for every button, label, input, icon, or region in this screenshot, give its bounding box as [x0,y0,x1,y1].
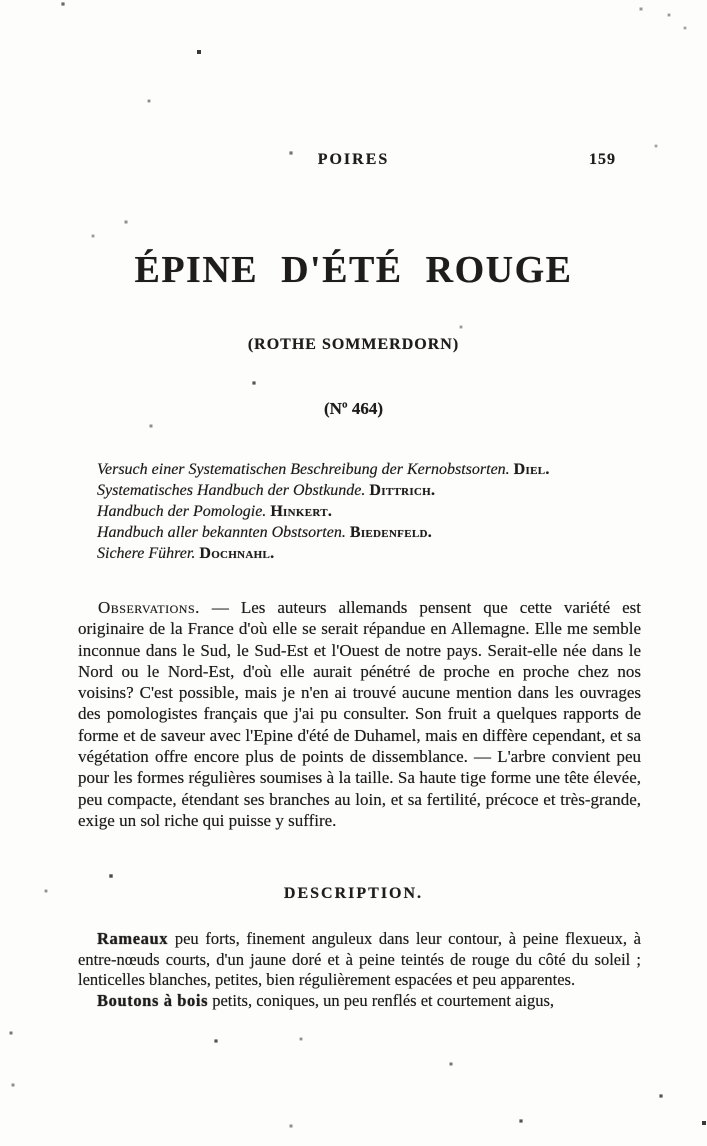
boutons-label: Boutons à bois [97,990,209,1010]
bibliography-author: Dochnahl. [199,545,275,562]
boutons-text: petits, coniques, un peu renflés et courtement aigus, [208,990,555,1010]
bibliography-author: Biedenfeld. [349,524,433,541]
boutons-paragraph [78,991,641,1012]
bibliography-entry [97,522,669,543]
rameaux-paragraph [78,929,641,991]
bibliography-entry [97,459,669,480]
page-number: 159 [589,151,616,168]
bibliography-author: Diel. [513,461,550,478]
bibliography-author: Dittrich. [369,482,436,499]
bibliography-work: Handbuch der Pomologie. [97,503,267,520]
rameaux-text: peu forts, finement anguleux dans leur contour, à peine flexueux, à entre-nœuds courts, d'un jaune doré et à peine teintés de rouge du côté du soleil ; lenticelles blanches, petites, bien régulièrement espacées et peu apparentes. [78,929,641,989]
bibliography-work: Handbuch aller bekannten Obstsorten. [97,524,346,541]
bibliography-entry [97,543,669,564]
running-head [0,151,707,175]
bibliography-entry [97,501,669,522]
observations-text: — Les auteurs allemands pensent que cette variété est originaire de la France d'où elle se serait répandue en Allemagne. Elle me semble inconnue dans le Sud, le Sud-Est et l'Ouest de notre pays. Serait-elle née dans le Nord ou le Nord-Est, d'où elle aurait pénétré de proche en proche chez nos voisins? C'est possible, mais je n'en ai trouvé aucune mention dans les ouvrages des pomologistes français que j'ai pu consulter. Son fruit a quelques rapports de forme et de saveur avec l'Epine d'été de Duhamel, mais en diffère cependant, et sa végétation offre encore plus de points de dissemblance. — L'arbre convient peu pour les formes régulières soumises à la taille. Sa haute tige forme une tête élevée, peu compacte, étendant ses branches au loin, et sa fertilité, précoce et très-grande, exige un sol riche qui puisse y suffire. [78,598,641,830]
description-heading: DESCRIPTION. [283,885,424,902]
bibliography-list [97,459,669,564]
rameaux-label: Rameaux [97,929,169,948]
scan-noise-specks [0,0,2,2]
bibliography-work: Systematisches Handbuch der Obstkunde. [97,482,366,499]
description-section [78,929,641,1011]
observations-label: Observations. [98,598,200,617]
bibliography-work: Versuch einer Systematischen Beschreibung der Kernobstsorten. [97,461,510,478]
german-synonym: (ROTHE SOMMERDORN) [247,336,460,353]
observations-paragraph [78,597,641,831]
variety-title: ÉPINE D'ÉTÉ ROUGE [134,249,573,291]
bibliography-entry [97,480,669,501]
variety-number: (Nº 464) [324,399,383,418]
bibliography-author: Hinkert. [270,503,333,520]
bibliography-work: Sichere Führer. [97,545,196,562]
running-title: POIRES [317,151,390,168]
